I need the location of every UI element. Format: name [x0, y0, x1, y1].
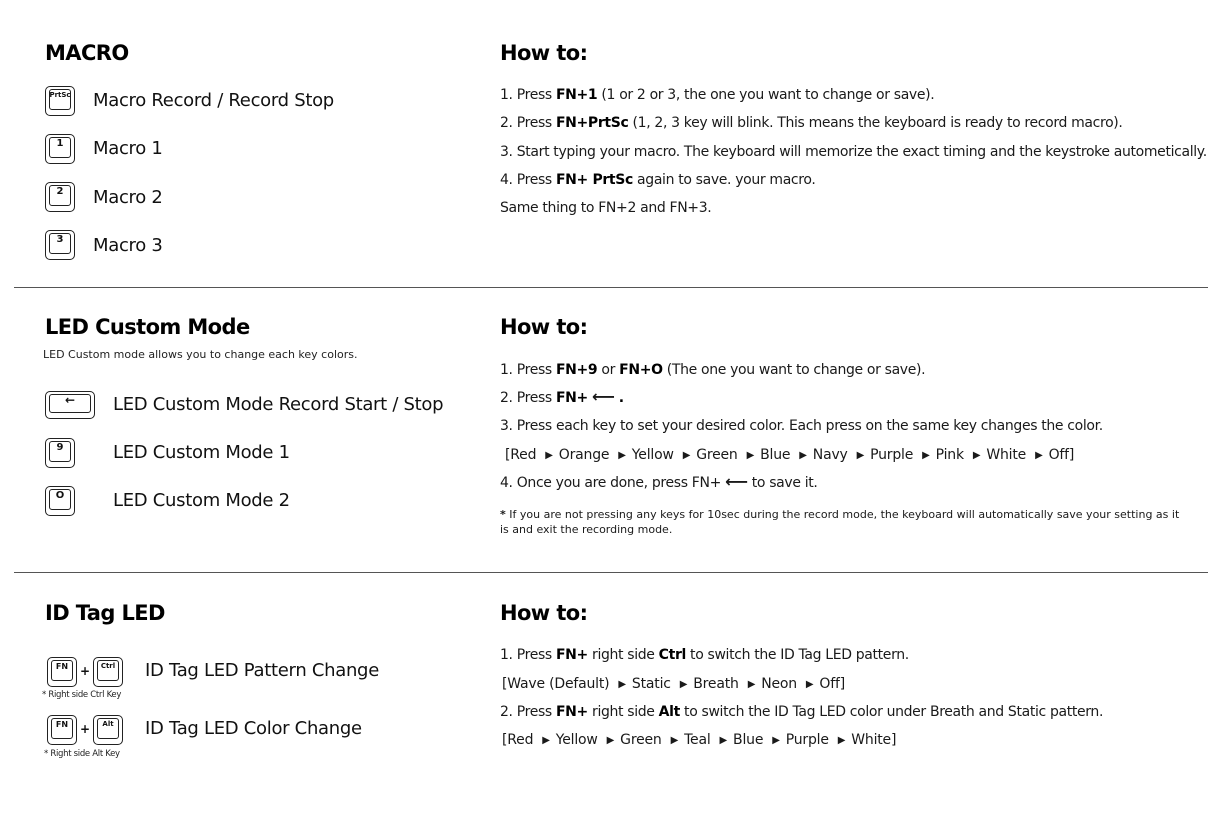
color-item: Red	[510, 447, 537, 463]
led-step-1: 1. Press FN+9 or FN+O (The one you want to change or save).	[500, 362, 926, 378]
backspace-arrow-icon: ⟵	[592, 387, 615, 406]
arrow-right-icon: ▶	[1035, 450, 1043, 461]
color-item: Blue	[733, 732, 764, 748]
key-o-icon: O	[45, 486, 75, 516]
id-tag-pattern-sequence: [Wave (Default) ▶ Static ▶ Breath ▶ Neon ▶ Off]	[502, 676, 845, 692]
arrow-right-icon: ▶	[618, 679, 626, 690]
pattern-change-label: ID Tag LED Pattern Change	[145, 660, 379, 681]
color-item: Green	[696, 447, 738, 463]
backspace-key-icon: ←	[45, 391, 95, 419]
macro-2-label: Macro 2	[93, 187, 163, 208]
arrow-right-icon: ▶	[747, 679, 756, 690]
plus-sign: +	[80, 664, 91, 678]
color-item: Yellow	[555, 732, 598, 748]
id-tag-color-sequence: [Red ▶ Yellow ▶ Green ▶ Teal ▶ Blue ▶ Purple ▶ White]	[502, 732, 897, 748]
key-9-icon: 9	[45, 438, 75, 468]
led-color-sequence: [Red ▶ Orange ▶ Yellow ▶ Green ▶ Blue ▶ Navy ▶ Purple ▶ Pink ▶ White ▶ Off]	[505, 447, 1075, 463]
led-mode-2-label: LED Custom Mode 2	[113, 490, 290, 511]
macro-howto-title: How to:	[500, 41, 588, 65]
fn-key-icon: FN	[47, 657, 77, 687]
arrow-right-icon: ▶	[972, 450, 981, 461]
led-record-label: LED Custom Mode Record Start / Stop	[113, 394, 444, 415]
section-divider	[14, 287, 1208, 288]
macro-step-2: 2. Press FN+PrtSc (1, 2, 3 key will blink. This means the keyboard is ready to record macro).	[500, 115, 1123, 131]
macro-step-4: 4. Press FN+ PrtSc again to save. your macro.	[500, 172, 816, 188]
pattern-item: Breath	[693, 676, 739, 692]
arrow-right-icon: ▶	[545, 450, 553, 461]
macro-1-label: Macro 1	[93, 138, 163, 159]
macro-record-label: Macro Record / Record Stop	[93, 90, 334, 111]
arrow-right-icon: ▶	[682, 450, 691, 461]
led-howto-title: How to:	[500, 315, 588, 339]
id-tag-step-1: 1. Press FN+ right side Ctrl to switch the ID Tag LED pattern.	[500, 647, 909, 663]
alt-footnote: * Right side Alt Key	[44, 749, 120, 759]
arrow-right-icon: ▶	[719, 735, 728, 746]
color-item: Red	[507, 732, 534, 748]
pattern-item: Wave (Default)	[507, 676, 610, 692]
key-1-icon: 1	[45, 134, 75, 164]
color-item: White	[986, 447, 1027, 463]
color-item: Teal	[684, 732, 711, 748]
led-note: * If you are not pressing any keys for 10sec during the record mode, the keyboard will automatically save your setting as it is and exit the recording mode.	[500, 508, 1180, 536]
color-item: Blue	[760, 447, 791, 463]
macro-title: MACRO	[45, 41, 129, 65]
arrow-right-icon: ▶	[805, 679, 814, 690]
id-tag-title: ID Tag LED	[45, 601, 165, 625]
color-item: Orange	[558, 447, 610, 463]
key-3-icon: 3	[45, 230, 75, 260]
ctrl-footnote: * Right side Ctrl Key	[42, 690, 122, 700]
led-step-4: 4. Once you are done, press FN+ ⟵ to save it.	[500, 472, 818, 491]
arrow-right-icon: ▶	[670, 735, 679, 746]
color-item: White	[851, 732, 891, 748]
led-custom-title: LED Custom Mode	[45, 315, 250, 339]
arrow-right-icon: ▶	[837, 735, 846, 746]
ctrl-key-icon: Ctrl	[93, 657, 123, 687]
fn-key-icon: FN	[47, 715, 77, 745]
arrow-right-icon: ▶	[922, 450, 930, 461]
led-step-2: 2. Press FN+ ⟵ .	[500, 387, 624, 406]
pattern-item: Off	[819, 676, 840, 692]
prtsc-key-icon: PrtSc	[45, 86, 75, 116]
macro-3-label: Macro 3	[93, 235, 163, 256]
arrow-right-icon: ▶	[772, 735, 780, 746]
color-item: Pink	[935, 447, 964, 463]
color-item: Purple	[785, 732, 829, 748]
plus-sign: +	[80, 722, 91, 736]
color-item: Purple	[870, 447, 914, 463]
led-mode-1-label: LED Custom Mode 1	[113, 442, 290, 463]
pattern-item: Neon	[761, 676, 797, 692]
macro-step-5: Same thing to FN+2 and FN+3.	[500, 200, 712, 216]
led-custom-intro: LED Custom mode allows you to change each key colors.	[43, 348, 358, 361]
macro-step-3: 3. Start typing your macro. The keyboard will memorize the exact timing and the keystroke autometically.	[500, 144, 1207, 160]
macro-step-1: 1. Press FN+1 (1 or 2 or 3, the one you want to change or save).	[500, 87, 935, 103]
arrow-right-icon: ▶	[746, 450, 755, 461]
arrow-right-icon: ▶	[856, 450, 865, 461]
color-change-label: ID Tag LED Color Change	[145, 718, 362, 739]
arrow-right-icon: ▶	[799, 450, 807, 461]
key-2-icon: 2	[45, 182, 75, 212]
arrow-right-icon: ▶	[618, 450, 626, 461]
arrow-right-icon: ▶	[542, 735, 550, 746]
arrow-right-icon: ▶	[606, 735, 615, 746]
arrow-right-icon: ▶	[679, 679, 688, 690]
backspace-arrow-icon: ⟵	[725, 472, 748, 491]
pattern-item: Static	[631, 676, 671, 692]
color-item: Yellow	[631, 447, 674, 463]
id-tag-howto-title: How to:	[500, 601, 588, 625]
color-item: Off	[1048, 447, 1069, 463]
alt-key-icon: Alt	[93, 715, 123, 745]
led-step-3: 3. Press each key to set your desired color. Each press on the same key changes the color.	[500, 418, 1103, 434]
color-item: Navy	[812, 447, 848, 463]
section-divider	[14, 572, 1208, 573]
color-item: Green	[620, 732, 662, 748]
id-tag-step-2: 2. Press FN+ right side Alt to switch the ID Tag LED color under Breath and Static pattern.	[500, 704, 1104, 720]
